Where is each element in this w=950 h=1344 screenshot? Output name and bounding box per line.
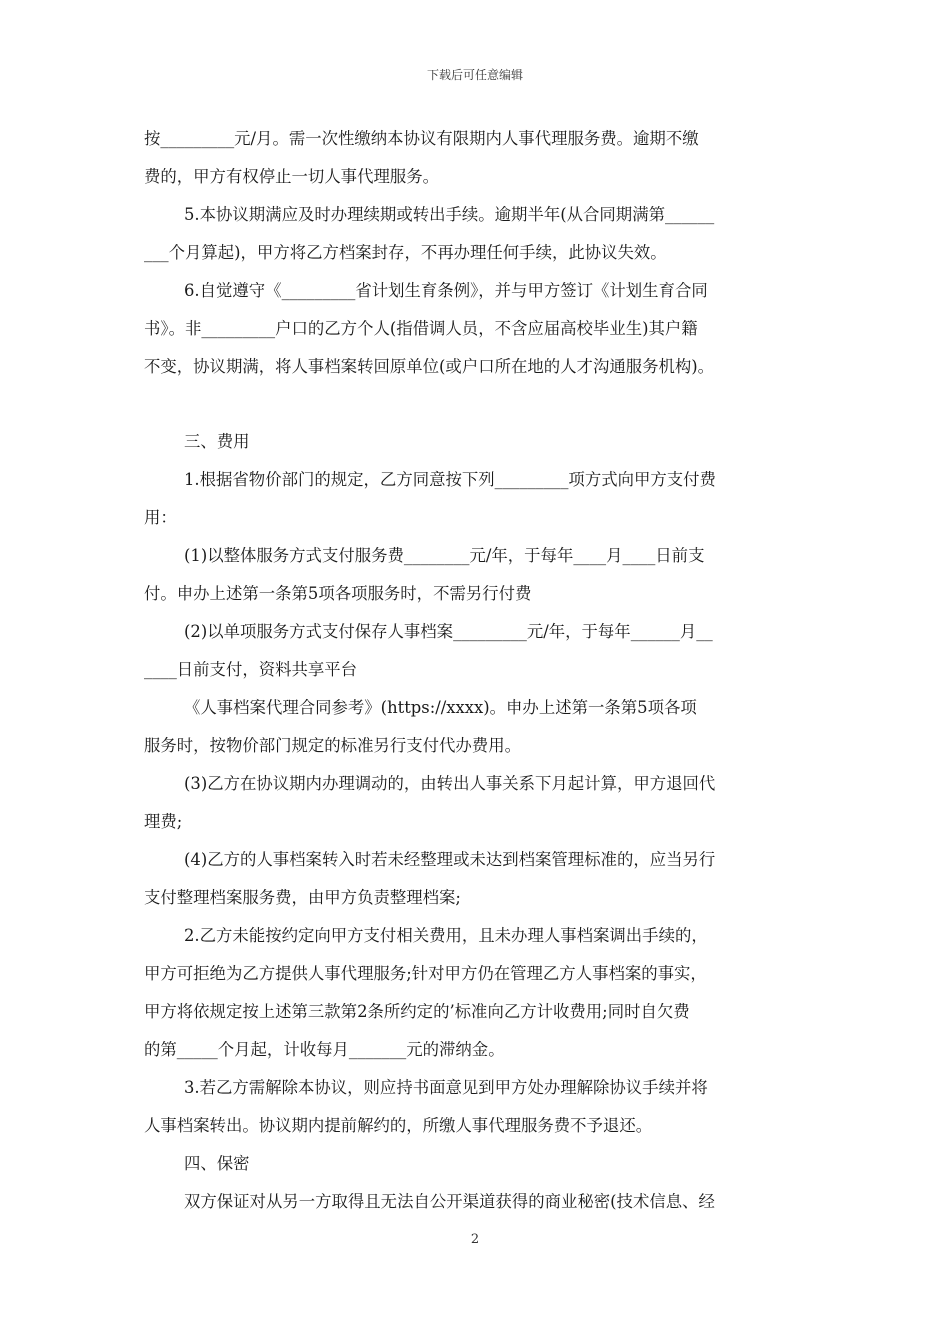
text-line: 理费;: [144, 812, 183, 831]
text-line: 费的，甲方有权停止一切人事代理服务。: [144, 167, 440, 186]
clause-5: 5.本协议期满应及时办理续期或转出手续。逾期半年(从合同期满第______: [184, 205, 715, 224]
text-line: 人事档案转出。协议期内提前解约的，所缴人事代理服务费不予退还。: [144, 1116, 653, 1135]
section-gap: [144, 390, 814, 427]
text-line: 用：: [144, 508, 177, 527]
text-line: ____日前支付，资料共享平台: [144, 660, 358, 679]
fee-item-3: (3)乙方在协议期内办理调动的，由转出人事关系下月起计算，甲方退回代: [184, 774, 716, 793]
text-line: 甲方将依规定按上述第三款第2条所约定的’标准向乙方计收费用;同时自欠费: [144, 1002, 690, 1021]
fee-item-1: (1)以整体服务方式支付服务费________元/年，于每年____月____日前支: [184, 546, 705, 565]
text-line: 不变，协议期满，将人事档案转回原单位(或户口所在地的人才沟通服务机构)。: [144, 357, 715, 376]
text-line: ___个月算起)，甲方将乙方档案封存，不再办理任何手续，此协议失效。: [144, 243, 667, 262]
text-line: 的第_____个月起，计收每月_______元的滞纳金。: [144, 1040, 505, 1059]
section-heading-confidentiality: 四、保密: [184, 1154, 250, 1173]
section-heading-fees: 三、费用: [184, 432, 250, 451]
fee-clause-3: 3.若乙方需解除本协议，则应持书面意见到甲方处办理解除协议手续并将: [184, 1078, 708, 1097]
confidentiality-text: 双方保证对从另一方取得且无法自公开渠道获得的商业秘密(技术信息、经: [184, 1192, 715, 1211]
document-body: [144, 124, 814, 1225]
fee-clause-1: 1.根据省物价部门的规定，乙方同意按下列_________项方式向甲方支付费: [184, 470, 716, 489]
text-line: 支付整理档案服务费，由甲方负责整理档案;: [144, 888, 461, 907]
text-line: 书》。非_________户口的乙方个人(指借调人员，不含应届高校毕业生)其户籍: [144, 319, 698, 338]
page-header: 下载后可任意编辑: [426, 68, 523, 82]
text-line: 甲方可拒绝为乙方提供人事代理服务;针对甲方仍在管理乙方人事档案的事实，: [144, 964, 707, 983]
page-number: 2: [470, 1232, 480, 1247]
fee-item-2: (2)以单项服务方式支付保存人事档案_________元/年，于每年______月__: [184, 622, 713, 641]
clause-6: 6.自觉遵守《_________省计划生育条例》，并与甲方签订《计划生育合同: [184, 281, 708, 300]
reference-line: 《人事档案代理合同参考》(https://xxxx)。申办上述第一条第5项各项: [184, 698, 697, 717]
fee-clause-2: 2.乙方未能按约定向甲方支付相关费用，且未办理人事档案调出手续的，: [184, 926, 708, 945]
text-line: 按_________元/月。需一次性缴纳本协议有限期内人事代理服务费。逾期不缴: [144, 129, 699, 148]
text-line: 付。申办上述第一条第5项各项服务时，不需另行付费: [144, 584, 532, 603]
fee-item-4: (4)乙方的人事档案转入时若未经整理或未达到档案管理标准的，应当另行: [184, 850, 716, 869]
text-line: 服务时，按物价部门规定的标准另行支付代办费用。: [144, 736, 521, 755]
